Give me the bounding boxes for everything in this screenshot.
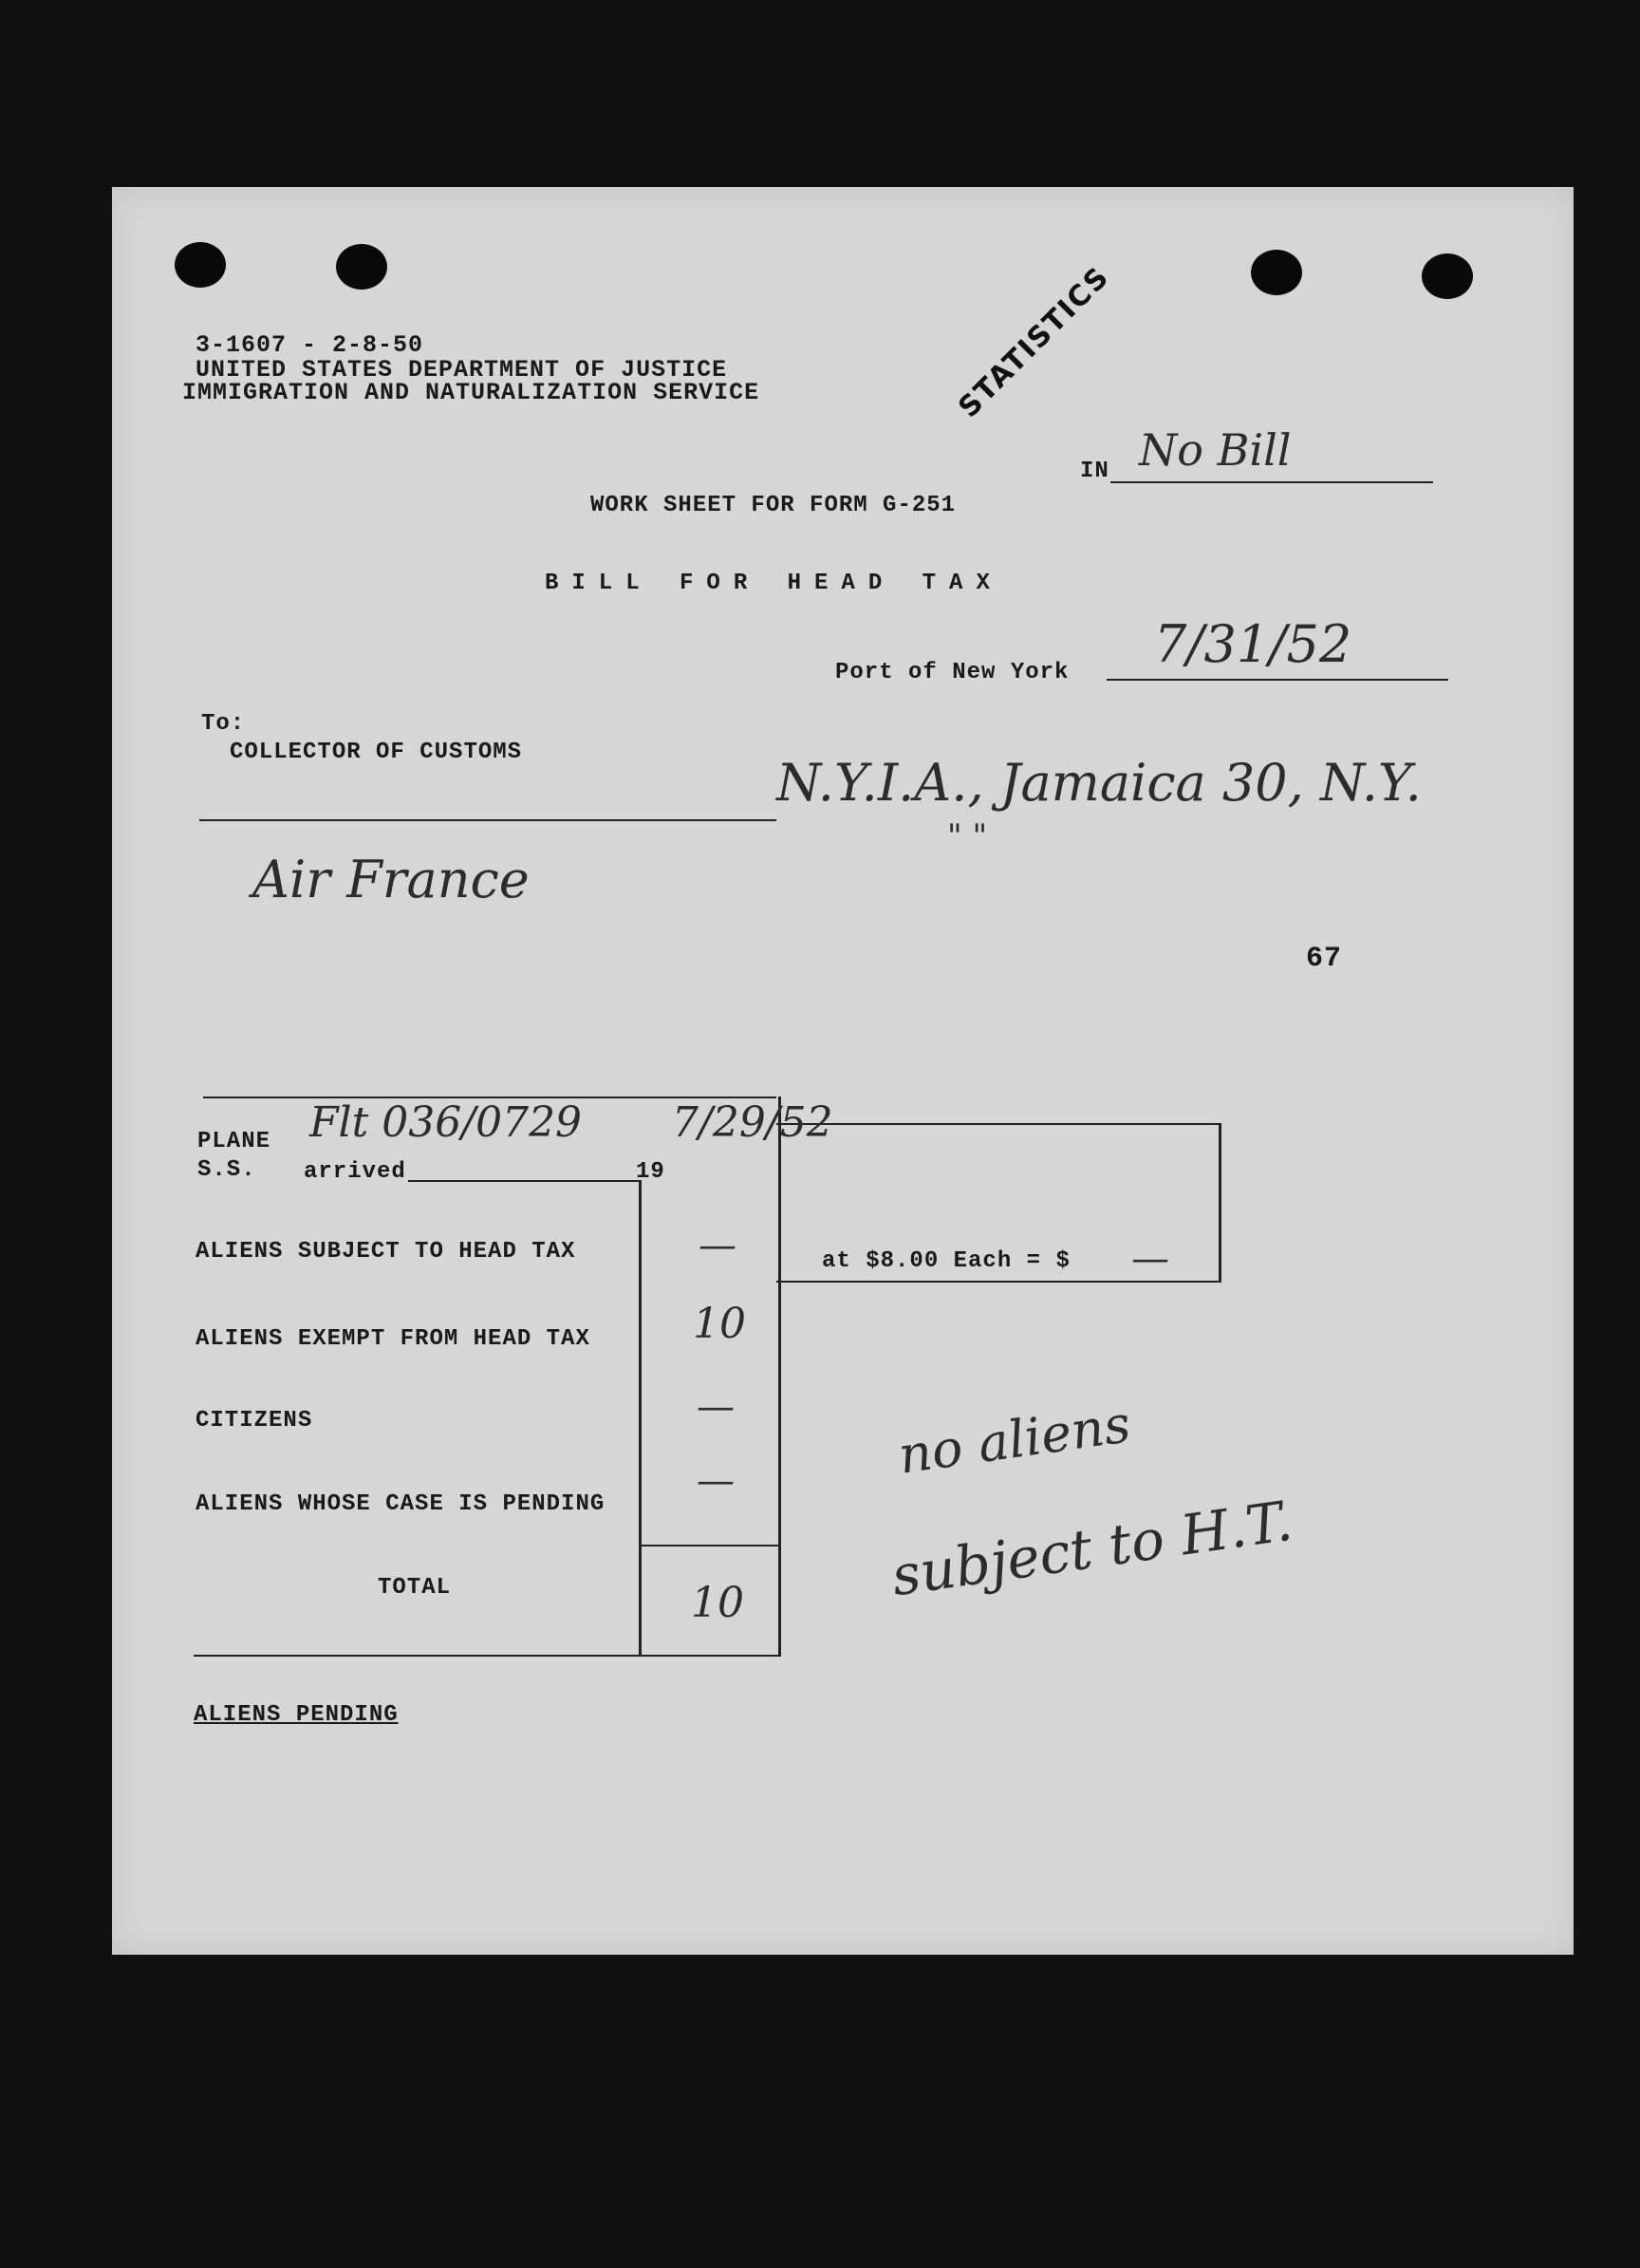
port-label: Port of New York: [835, 660, 1070, 685]
year-prefix: 19: [636, 1159, 665, 1185]
carrier-name: Air France: [252, 850, 530, 909]
plane-label: PLANE: [197, 1129, 271, 1154]
rate-box-top: [776, 1123, 1221, 1125]
table-bottom-line: [194, 1655, 780, 1657]
row-value-subject: —: [699, 1224, 736, 1267]
rate-value: —: [1131, 1237, 1169, 1281]
total-top-line: [639, 1545, 781, 1546]
bill-title: BILL FOR HEAD TAX: [545, 571, 1003, 596]
row-value-exempt: 10: [693, 1300, 746, 1348]
reference-number: 67: [1306, 943, 1343, 975]
collector-line: [199, 819, 776, 821]
document-page: [112, 187, 1574, 1955]
to-label: To:: [201, 711, 246, 737]
row-label-subject: ALIENS SUBJECT TO HEAD TAX: [196, 1239, 576, 1265]
form-code: 3-1607 - 2-8-50: [196, 331, 424, 359]
punch-hole-4: [1422, 253, 1473, 299]
arrived-line: [408, 1180, 641, 1182]
arrival-date: 7/29/52: [672, 1098, 833, 1147]
row-label-exempt: ALIENS EXEMPT FROM HEAD TAX: [196, 1326, 590, 1352]
rate-box-bottom: [776, 1281, 1221, 1283]
total-label: TOTAL: [378, 1575, 452, 1601]
punch-hole-1: [175, 242, 226, 288]
punch-hole-3: [1251, 250, 1302, 295]
department-name: UNITED STATES DEPARTMENT OF JUSTICE: [196, 356, 728, 384]
note-line-2: subject to H.T.: [887, 1488, 1296, 1609]
worksheet-title: WORK SHEET FOR FORM G-251: [590, 493, 957, 518]
ditto-marks: " ": [947, 817, 988, 855]
date-line: [1107, 679, 1448, 681]
aliens-pending-label: ALIENS PENDING: [194, 1702, 399, 1728]
rate-box-right: [1219, 1123, 1221, 1283]
statistics-stamp: STATISTICS: [952, 259, 1117, 424]
total-value: 10: [691, 1579, 744, 1627]
collector-label: COLLECTOR OF CUSTOMS: [230, 740, 523, 765]
row-value-citizens: —: [697, 1385, 735, 1429]
row-label-pending: ALIENS WHOSE CASE IS PENDING: [196, 1491, 606, 1517]
in-label: IN: [1080, 459, 1109, 484]
in-line: [1110, 481, 1433, 483]
service-name: IMMIGRATION AND NATURALIZATION SERVICE: [182, 379, 760, 406]
arrived-label: arrived: [304, 1159, 406, 1185]
row-label-citizens: CITIZENS: [196, 1408, 313, 1434]
value-column-right: [778, 1097, 781, 1657]
in-value: No Bill: [1139, 424, 1292, 476]
flight-number: Flt 036/0729: [309, 1098, 583, 1147]
rate-text: at $8.00 Each = $: [822, 1248, 1071, 1274]
row-value-pending: —: [697, 1459, 735, 1503]
bill-date: 7/31/52: [1154, 614, 1352, 674]
location-text: N.Y.I.A., Jamaica 30, N.Y.: [776, 753, 1422, 813]
ss-label: S.S.: [197, 1157, 256, 1183]
value-column-left: [639, 1180, 642, 1655]
punch-hole-2: [336, 244, 387, 290]
note-line-1: no aliens: [894, 1394, 1134, 1486]
